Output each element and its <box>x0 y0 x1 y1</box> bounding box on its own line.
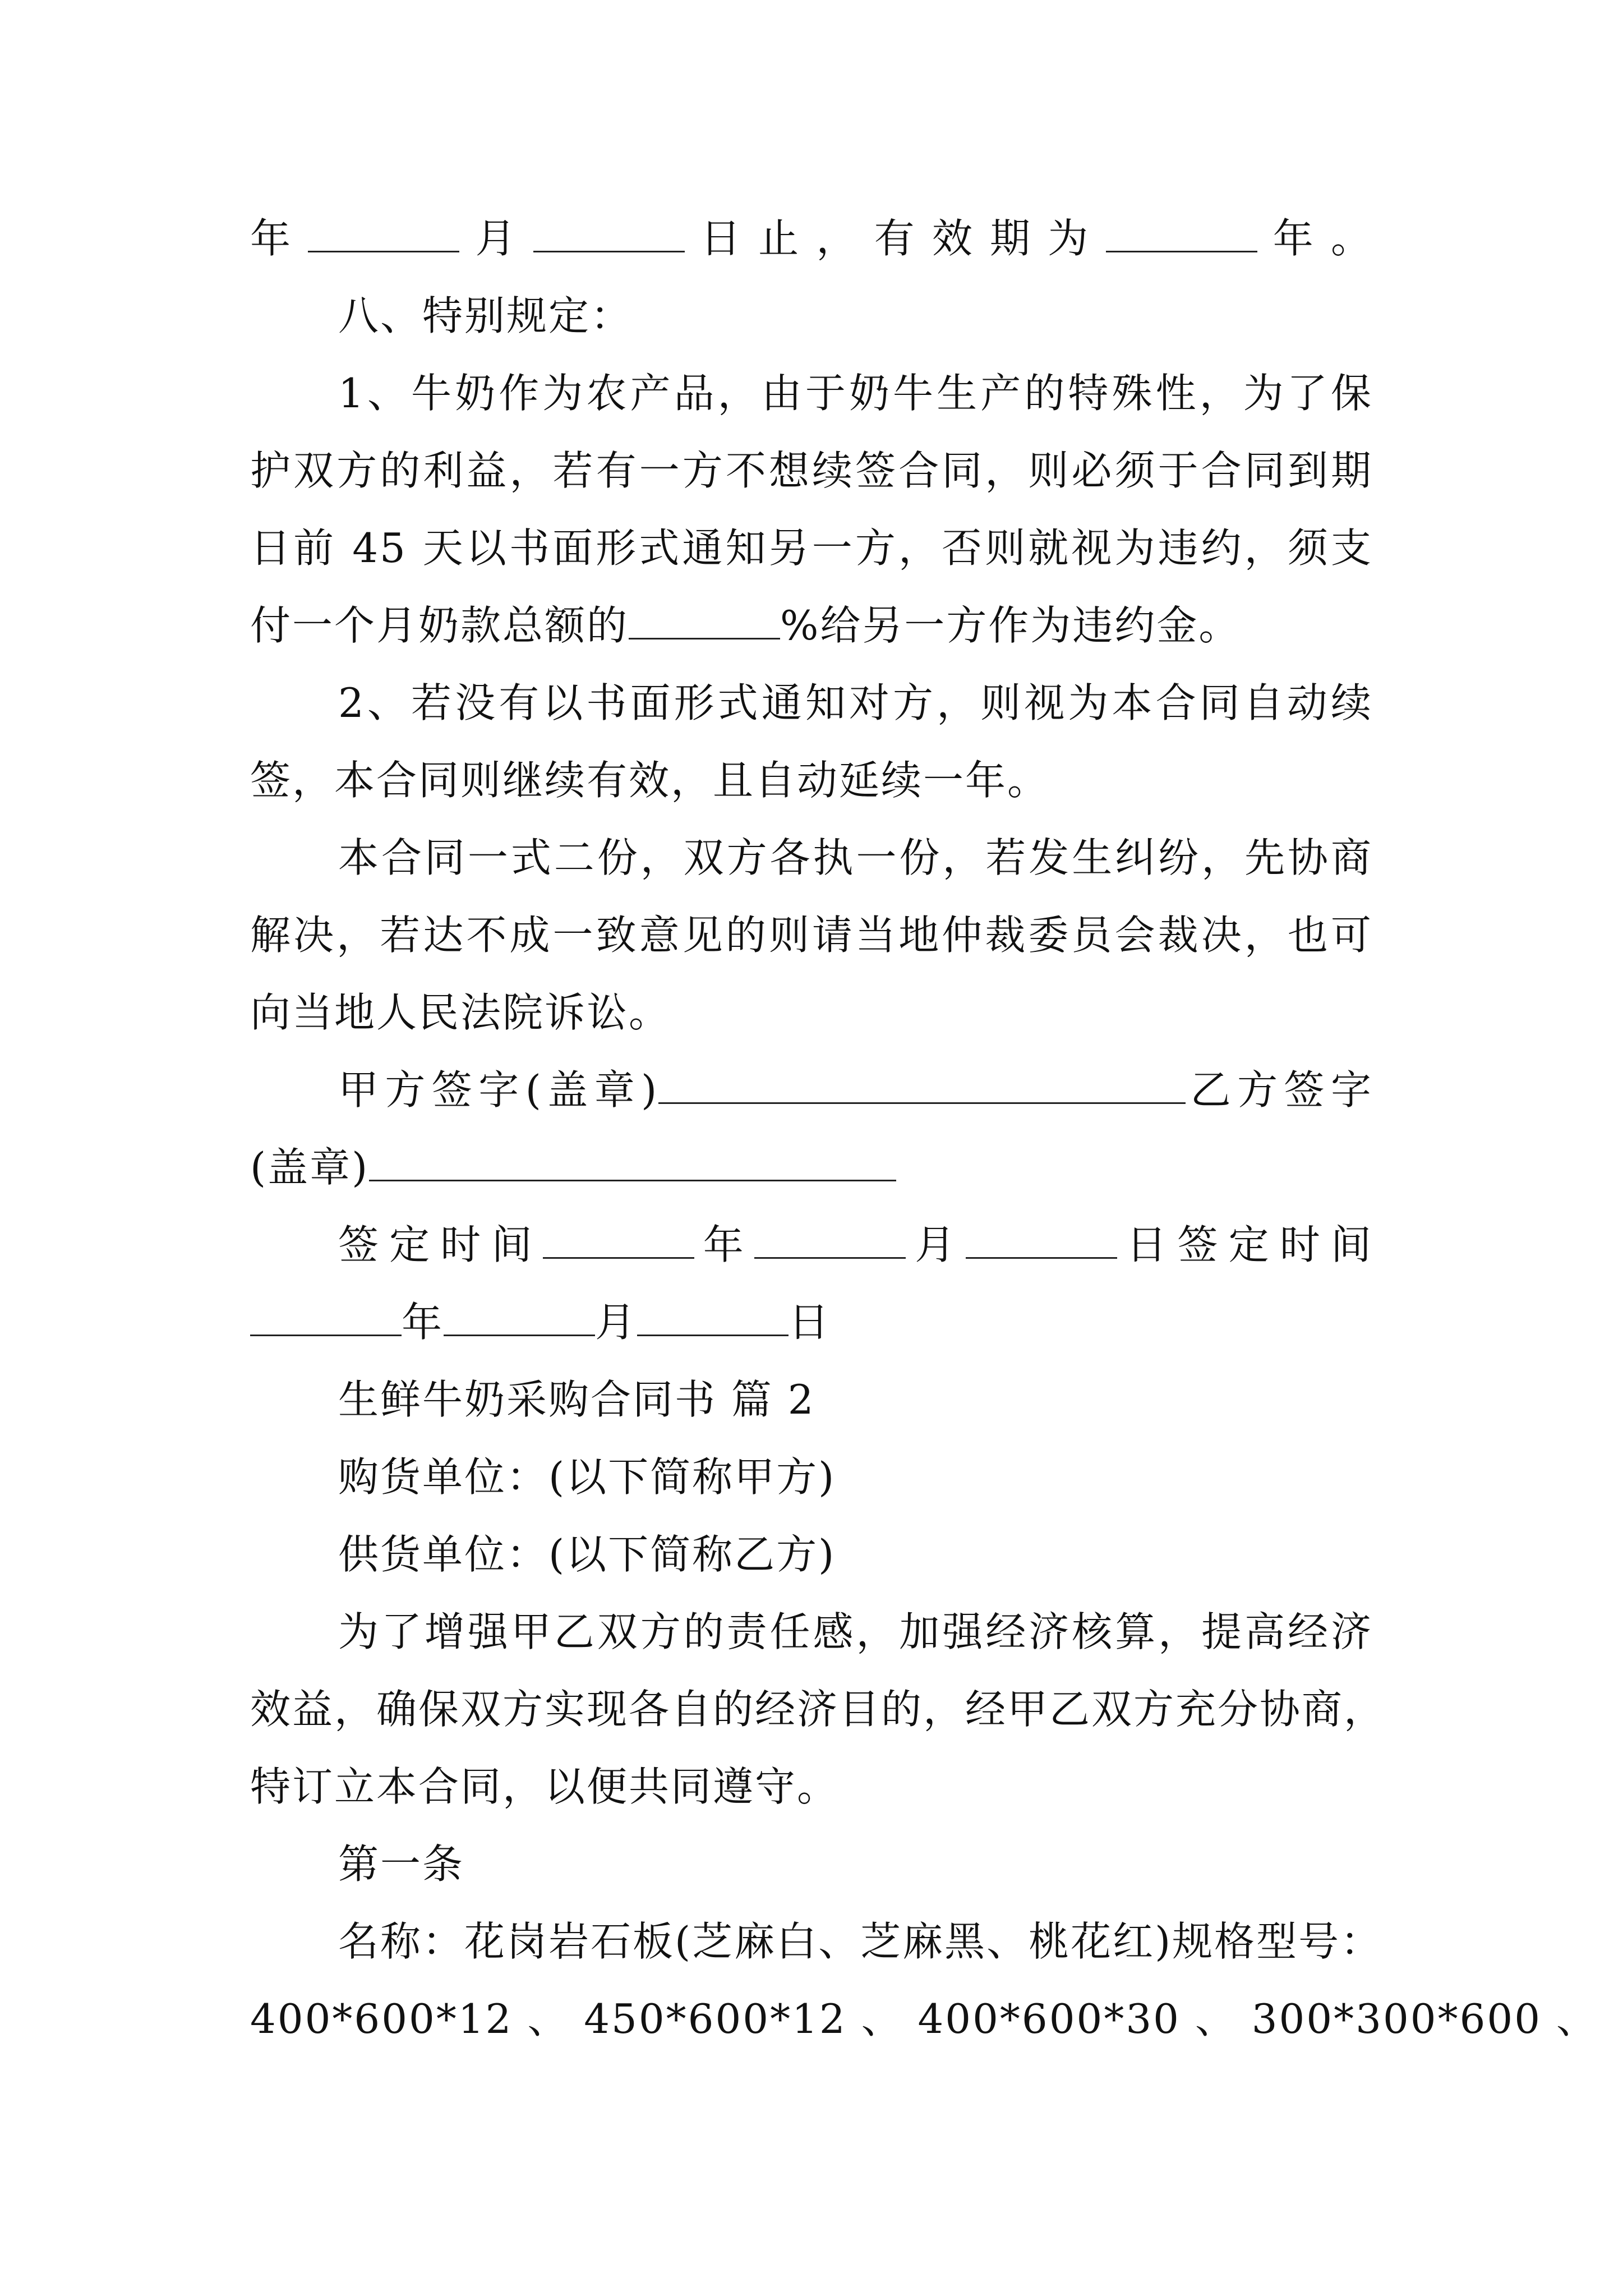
fill-in-blank <box>754 1221 906 1259</box>
signature-blank <box>658 1066 1186 1104</box>
paragraph-line: 2、若没有以书面形式通知对方，则视为本合同自动续 <box>338 679 1373 726</box>
fill-in-blank <box>250 1299 402 1336</box>
text-segment: 月 <box>595 1299 638 1346</box>
fill-in-blank <box>308 215 459 252</box>
paragraph-line <box>250 600 1373 651</box>
buyer-line: 购货单位：(以下简称甲方) <box>338 1453 836 1501</box>
text-segment: 乙方签字 <box>1186 1066 1373 1114</box>
text-segment: 签定时间 <box>338 1221 543 1268</box>
validity-period-line <box>250 213 1373 264</box>
fill-in-blank <box>444 1299 595 1336</box>
text-segment: 年 <box>694 1221 754 1268</box>
text-segment: 日签定时间 <box>1117 1221 1373 1268</box>
text-segment: %给另一方作为违约金。 <box>780 602 1241 649</box>
fill-in-blank <box>543 1221 694 1259</box>
date-line <box>250 1297 1373 1347</box>
paragraph-line: 护双方的利益，若有一方不想续签合同，则必须于合同到期 <box>250 447 1373 494</box>
text-segment: 日 <box>789 1299 831 1346</box>
paragraph-line: 本合同一式二份，双方各执一份，若发生纠纷，先协商 <box>338 834 1373 881</box>
paragraph-line: 向当地人民法院诉讼。 <box>250 989 671 1036</box>
text-segment: (盖章) <box>250 1144 370 1191</box>
paragraph-line: 特订立本合同，以便共同遵守。 <box>250 1763 840 1810</box>
article-heading: 第一条 <box>338 1841 465 1888</box>
fill-in-blank <box>629 602 780 639</box>
paragraph-line: 400*600*12 、 450*600*12 、 400*600*30 、 300*300*600 、 <box>250 1995 1598 2042</box>
signature-line <box>338 1065 1373 1115</box>
paragraph-line: 1、牛奶作为农产品，由于奶牛生产的特殊性，为了保 <box>338 370 1373 417</box>
paragraph-line: 名称：花岗岩石板(芝麻白、芝麻黑、桃花红)规格型号： <box>338 1918 1383 1965</box>
fill-in-blank <box>1106 215 1257 252</box>
paragraph-line: 为了增强甲乙双方的责任感，加强经济核算，提高经济 <box>338 1608 1373 1655</box>
signature-line <box>250 1142 1373 1193</box>
paragraph-line: 日前 45 天以书面形式通知另一方，否则就视为违约，须支 <box>250 524 1373 572</box>
contract-title: 生鲜牛奶采购合同书 篇 2 <box>338 1376 815 1423</box>
signature-blank <box>369 1144 896 1181</box>
text-segment: 年 <box>250 215 308 262</box>
text-segment: 月 <box>459 215 533 262</box>
fill-in-blank <box>637 1299 789 1336</box>
date-line <box>338 1220 1373 1270</box>
text-segment: 年。 <box>1257 215 1373 262</box>
text-segment: 甲方签字(盖章) <box>338 1066 659 1114</box>
text-segment: 年 <box>402 1299 444 1346</box>
section-heading: 八、特别规定： <box>338 292 633 339</box>
fill-in-blank <box>966 1221 1117 1259</box>
text-segment: 日止，有效期为 <box>684 215 1106 262</box>
paragraph-line: 解决，若达不成一致意见的则请当地仲裁委员会裁决，也可 <box>250 912 1373 959</box>
paragraph-line: 效益，确保双方实现各自的经济目的，经甲乙双方充分协商， <box>250 1686 1386 1733</box>
text-segment: 付一个月奶款总额的 <box>250 602 629 649</box>
paragraph-line: 签，本合同则继续有效，且自动延续一年。 <box>250 757 1050 804</box>
text-segment: 月 <box>905 1221 966 1268</box>
fill-in-blank <box>533 215 685 252</box>
supplier-line: 供货单位：(以下简称乙方) <box>338 1531 836 1578</box>
